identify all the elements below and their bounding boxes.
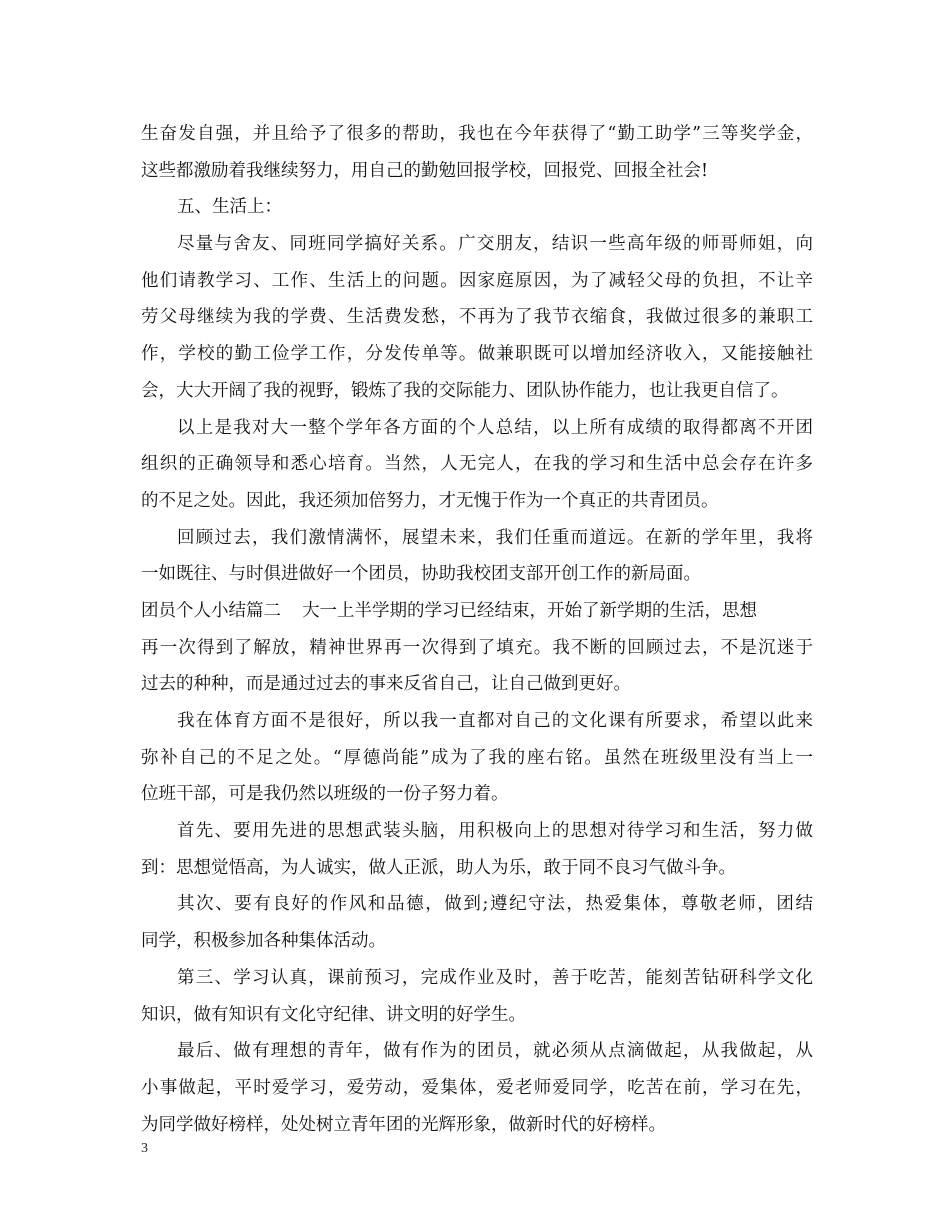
paragraph-line: 会，大大开阔了我的视野，锻炼了我的交际能力、团队协作能力，也让我更自信了。 (141, 380, 789, 401)
paragraph-line: 我在体育方面不是很好，所以我一直都对自己的文化课有所要求，希望以此来 (177, 711, 813, 731)
document-body (141, 116, 813, 1143)
paragraph-line: 首先、要用先进的思想武装头脑，用积极向上的思想对待学习和生活，努力做 (177, 821, 813, 842)
article-heading: 团员个人小结篇二 (141, 600, 281, 621)
paragraph-line: 过去的种种，而是通过过去的事来反省自己，让自己做到更好。 (141, 674, 631, 695)
paragraph-line: 最后、做有理想的青年，做有作为的团员，就必须从点滴做起，从我做起，从 (177, 1041, 813, 1062)
paragraph-line: 第三、学习认真，课前预习，完成作业及时，善于吃苦，能刻苦钻研科学文化 (177, 967, 813, 988)
paragraph-line: 同学，积极参加各种集体活动。 (141, 931, 386, 952)
paragraph-line: 弥补自己的不足之处。“厚德尚能”成为了我的座右铭。虽然在班级里没有当上一 (141, 747, 813, 768)
paragraph-line: 这些都激励着我继续努力，用自己的勤勉回报学校，回报党、回报全社会! (141, 160, 709, 181)
paragraph-line: 生奋发自强，并且给予了很多的帮助，我也在今年获得了“勤工助学”三等奖学金， (141, 124, 813, 144)
section-heading: 五、生活上： (177, 197, 282, 218)
paragraph-line: 位班干部，可是我仍然以班级的一份子努力着。 (141, 784, 509, 805)
paragraph-line: 劳父母继续为我的学费、生活费发愁，不再为了我节衣缩食，我做过很多的兼职工 (141, 307, 813, 328)
paragraph-line: 以上是我对大一整个学年各方面的个人总结，以上所有成绩的取得都离不开团 (177, 417, 813, 438)
paragraph-line: 作，学校的勤工俭学工作，分发传单等。做兼职既可以增加经济收入，又能接触社 (141, 344, 813, 365)
paragraph-line: 大一上半学期的学习已经结束，开始了新学期的生活，思想 (302, 600, 757, 621)
paragraph-line: 到：思想觉悟高，为人诚实，做人正派，助人为乐，敢于同不良习气做斗争。 (141, 857, 736, 878)
paragraph-line: 的不足之处。因此，我还须加倍努力，才无愧于作为一个真正的共青团员。 (141, 490, 719, 511)
paragraph-line: 为同学做好榜样，处处树立青年团的光辉形象，做新时代的好榜样。 (141, 1114, 666, 1135)
paragraph-line: 尽量与舍友、同班同学搞好关系。广交朋友，结识一些高年级的师哥师姐，向 (177, 234, 813, 255)
paragraph-line: 再一次得到了解放，精神世界再一次得到了填充。我不断的回顾过去，不是沉迷于 (141, 637, 813, 658)
paragraph-line: 知识，做有知识有文化守纪律、讲文明的好学生。 (141, 1004, 526, 1025)
paragraph-line: 回顾过去，我们激情满怀，展望未来，我们任重而道远。在新的学年里，我将 (177, 527, 813, 548)
page-number: 3 (141, 1141, 148, 1156)
paragraph-line: 组织的正确领导和悉心培育。当然，人无完人，在我的学习和生活中总会存在许多 (141, 454, 813, 475)
paragraph-line: 其次、要有良好的作风和品德，做到;遵纪守法，热爱集体，尊敬老师，团结 (177, 894, 813, 915)
paragraph-line: 一如既往、与时俱进做好一个团员，协助我校团支部开创工作的新局面。 (141, 564, 701, 585)
paragraph-line-with-heading (141, 593, 813, 630)
paragraph-line: 他们请教学习、工作、生活上的问题。因家庭原因，为了减轻父母的负担，不让辛 (141, 270, 813, 291)
paragraph-line: 小事做起，平时爱学习，爱劳动，爱集体，爱老师爱同学，吃苦在前，学习在先， (141, 1077, 813, 1098)
